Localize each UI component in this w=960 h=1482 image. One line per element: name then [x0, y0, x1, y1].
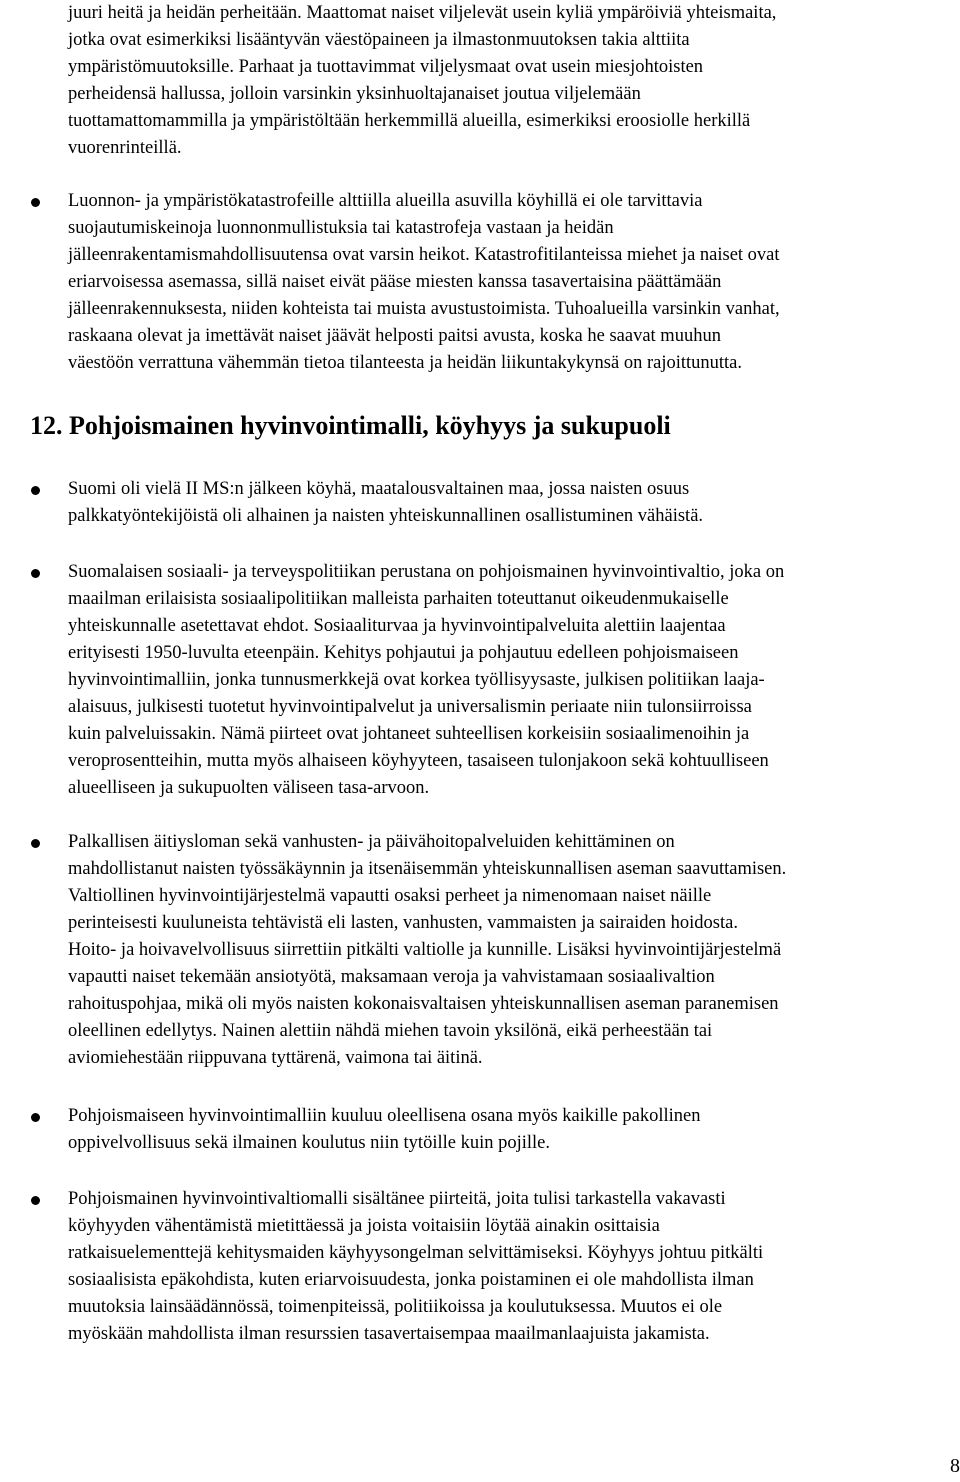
text-line: ympäristömuutoksille. Parhaat ja tuottavimmat viljelysmaat ovat usein miesjohtoisten [68, 57, 704, 77]
text-line: aviomiehestään riippuvana tyttärenä, vaimona tai äitinä. [68, 1048, 483, 1068]
bullet-dot-icon [31, 839, 40, 848]
text-line: vuorenrinteillä. [68, 138, 182, 158]
text-line: oleellinen edellytys. Nainen alettiin nähdä miehen tavoin yksilönä, eikä perheestään tai [68, 1021, 713, 1041]
bullet-paragraph [68, 829, 960, 1072]
text-line: raskaana olevat ja imettävät naiset jäävät helposti paitsi avusta, koska he saavat muuhun [68, 326, 721, 346]
text-line: alueelliseen ja sukupuolten väliseen tasa-arvoon. [68, 778, 430, 798]
text-line: sosiaalisista epäkohdista, kuten eriarvoisuudesta, jonka poistaminen ei ole mahdollista ilman [68, 1270, 754, 1290]
text-line: vapautti naiset tekemään ansiotyötä, maksamaan veroja ja vahvistamaan sosiaalivaltion [68, 967, 715, 987]
text-line: Suomalaisen sosiaali- ja terveyspolitiikan perustana on pohjoismainen hyvinvointivaltio, joka on [68, 562, 785, 582]
text-line: Pohjoismainen hyvinvointivaltiomalli sisältänee piirteitä, joita tulisi tarkastella vakavasti [68, 1189, 726, 1209]
bullet-dot-icon [31, 1196, 40, 1205]
text-line: köyhyyden vähentämistä mietittäessä ja joista voitaisiin löytää ainakin osittaisia [68, 1216, 660, 1236]
bullet-dot-icon [31, 486, 40, 495]
text-line: suojautumiskeinoja luonnonmullistuksia tai katastrofeja vastaan ja heidän [68, 218, 614, 238]
text-line: eriarvoisessa asemassa, sillä naiset eivät pääse miesten kanssa tasavertaisina päättämään [68, 272, 722, 292]
bullet-dot-icon [31, 1113, 40, 1122]
bullet-paragraph [68, 559, 960, 802]
bullet-dot-icon [31, 198, 40, 207]
text-line: tuottamattomammilla ja ympäristöltään herkemmillä alueilla, esimerkiksi eroosiolle herkillä [68, 111, 751, 131]
text-line: perinteisesti kuuluneista tehtävistä eli lasten, vanhusten, vammaisten ja sairaiden hoidosta. [68, 913, 738, 933]
bullet-paragraph [68, 476, 960, 530]
text-line: jälleenrakentamismahdollisuutensa ovat varsin heikot. Katastrofitilanteissa miehet ja naiset ovat [68, 245, 780, 265]
text-line: Valtiollinen hyvinvointijärjestelmä vapautti osaksi perheet ja nimenomaan naiset näille [68, 886, 712, 906]
text-line: hyvinvointimalliin, jonka tunnusmerkkejä ovat korkea työllisyysaste, julkisen politiikan laaja- [68, 670, 765, 690]
text-line: väestöön verrattuna vähemmän tietoa tilanteesta ja heidän liikuntakykynsä on rajoittunutta. [68, 353, 743, 373]
text-line: perheidensä hallussa, jolloin varsinkin yksinhuoltajanaiset joutua viljelemään [68, 84, 641, 104]
text-line: Palkallisen äitiysloman sekä vanhusten- ja päivähoitopalveluiden kehittäminen on [68, 832, 675, 852]
section-heading: 12. Pohjoismainen hyvinvointimalli, köyhyys ja sukupuoli [30, 411, 671, 440]
text-line: muutoksia lainsäädännössä, toimenpiteissä, politiikoissa ja koulutuksessa. Muutos ei ole [68, 1297, 723, 1317]
text-line: Pohjoismaiseen hyvinvointimalliin kuuluu oleellisena osana myös kaikille pakollinen [68, 1106, 701, 1126]
text-line: erityisesti 1950-luvulta eteenpäin. Kehitys pohjautui ja pohjautuu edelleen pohjoismaiseen [68, 643, 739, 663]
page-number: 8 [950, 1455, 960, 1477]
text-line: Suomi oli vielä II MS:n jälkeen köyhä, maatalousvaltainen maa, jossa naisten osuus [68, 479, 690, 499]
bullet-paragraph-catastrophe [68, 188, 960, 377]
text-line: jotka ovat esimerkiksi lisääntyvän väestöpaineen ja ilmastonmuutoksen takia alttiita [68, 30, 690, 50]
text-line: yhteiskunnalle asetettavat ehdot. Sosiaaliturvaa ja hyvinvointipalveluita alettiin laajentaa [68, 616, 726, 636]
text-line: palkkatyöntekijöistä oli alhainen ja naisten yhteiskunnallinen osallistuminen vähäistä. [68, 506, 704, 526]
text-line: juuri heitä ja heidän perheitään. Maattomat naiset viljelevät usein kyliä ympäröiviä yhteismaita, [68, 3, 777, 23]
text-line: rahoituspohjaa, mikä oli myös naisten kokonaisvaltaisen yhteiskunnallisen aseman paranemisen [68, 994, 779, 1014]
text-line: myöskään mahdollista ilman resurssien tasavertaisempaa maailmanlaajuista jakamista. [68, 1324, 710, 1344]
text-line: jälleenrakennuksesta, niiden kohteista tai muista avustustoimista. Tuhoalueilla varsinkin vanhat, [68, 299, 780, 319]
bullet-dot-icon [31, 569, 40, 578]
text-line: Hoito- ja hoivavelvollisuus siirrettiin pitkälti valtiolle ja kunnille. Lisäksi hyvinvointijärjestelmä [68, 940, 782, 960]
text-line: Luonnon- ja ympäristökatastrofeille alttiilla alueilla asuvilla köyhillä ei ole tarvittavia [68, 191, 703, 211]
text-line: mahdollistanut naisten työssäkäynnin ja itsenäisemmän yhteiskunnallisen aseman saavuttamisen. [68, 859, 787, 879]
bullet-paragraph [68, 1186, 960, 1348]
text-line: veroprosentteihin, mutta myös alhaiseen köyhyyteen, tasaiseen tulonjakoon sekä kohtuulliseen [68, 751, 769, 771]
text-line: ratkaisuelementtejä kehitysmaiden käyhyysongelman selvittämiseksi. Köyhyys johtuu pitkälti [68, 1243, 764, 1263]
text-line: kuin palveluissakin. Nämä piirteet ovat johtaneet suhteellisen korkeisiin sosiaalimenoihin ja [68, 724, 750, 744]
bullet-paragraph [68, 1103, 960, 1157]
text-line: maailman erilaisista sosiaalipolitiikan malleista parhaiten toteuttanut oikeudenmukaiselle [68, 589, 729, 609]
text-line: oppivelvollisuus sekä ilmainen koulutus niin tytöille kuin pojille. [68, 1133, 550, 1153]
text-line: alaisuus, julkisesti tuotetut hyvinvointipalvelut ja universalismin periaate niin tulonsiirroissa [68, 697, 752, 717]
continuation-paragraph [68, 0, 960, 162]
